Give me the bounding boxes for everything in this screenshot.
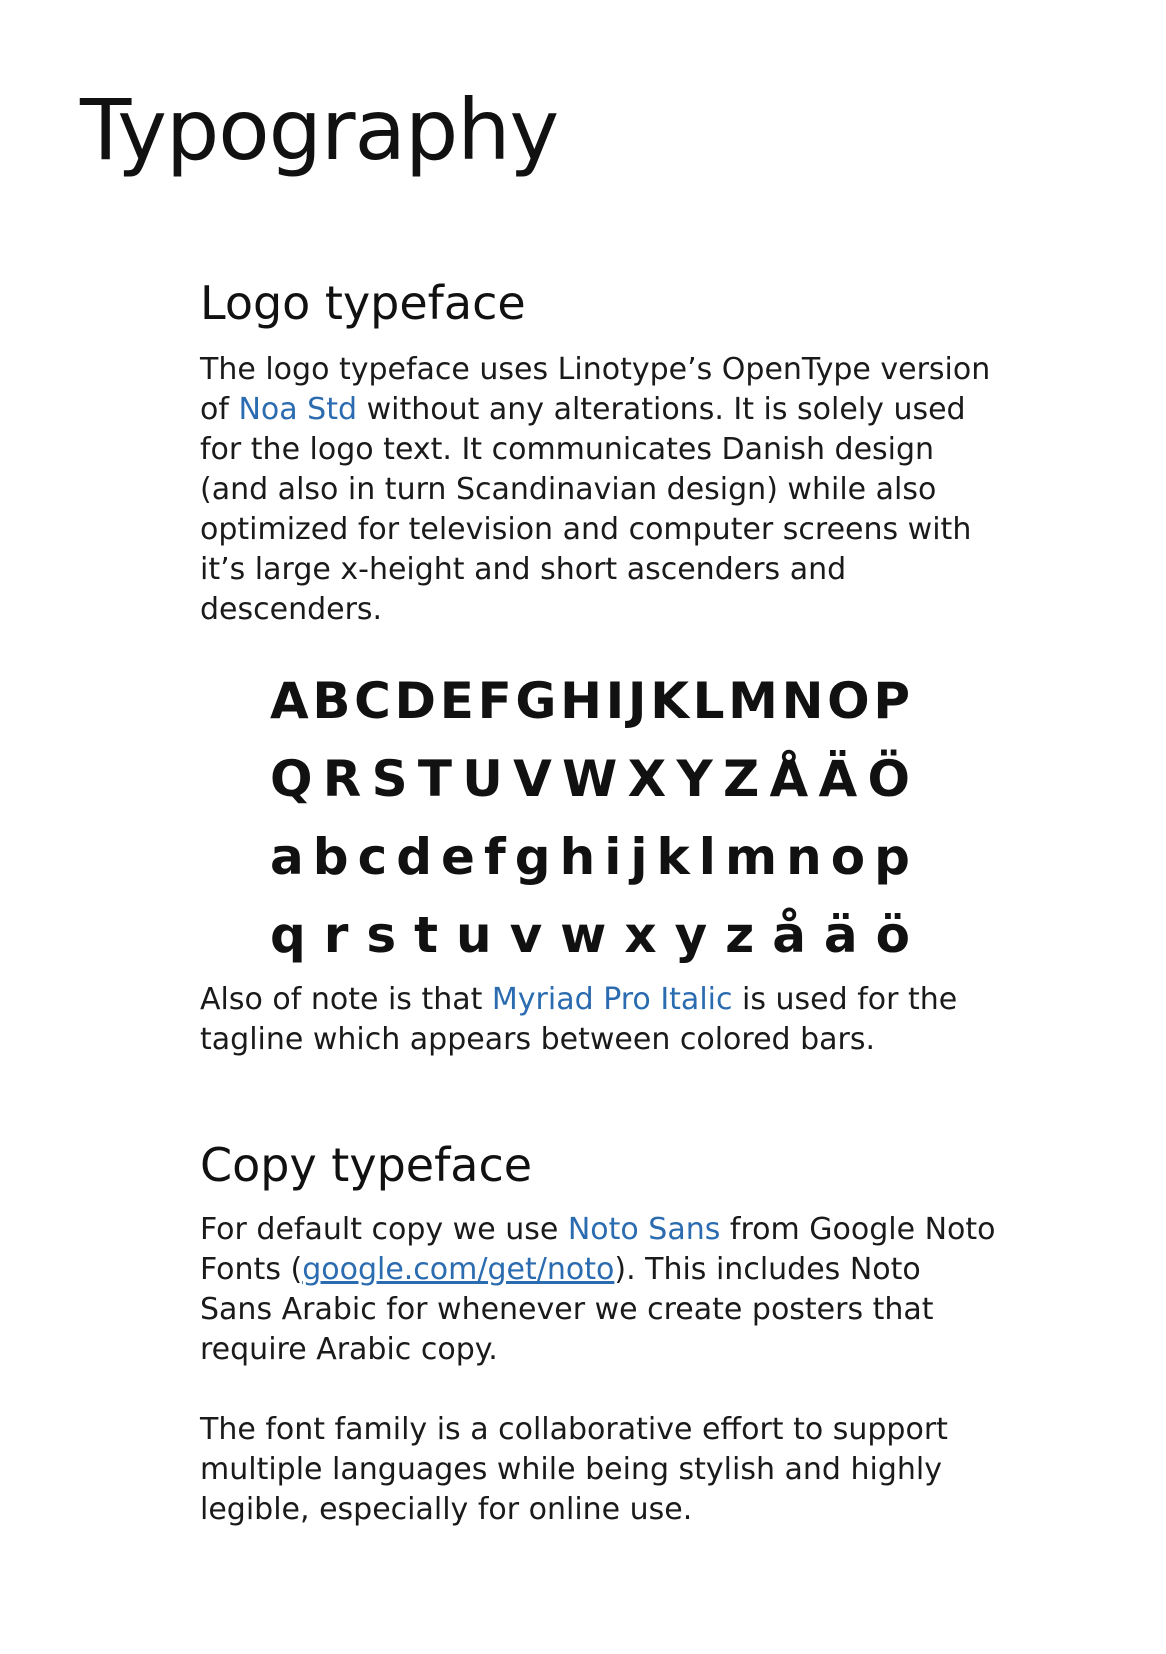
specimen-glyph: K bbox=[650, 672, 689, 730]
specimen-glyph: f bbox=[483, 828, 506, 886]
specimen-glyph: Å bbox=[769, 750, 809, 808]
logo-typeface-description bbox=[200, 350, 1000, 630]
specimen-glyph: B bbox=[312, 672, 351, 730]
specimen-glyph: Y bbox=[676, 750, 713, 808]
specimen-glyph: P bbox=[873, 672, 910, 730]
specimen-glyph: W bbox=[562, 750, 618, 808]
specimen-glyph: ä bbox=[823, 906, 858, 964]
specimen-glyph: o bbox=[830, 828, 866, 886]
specimen-glyph: d bbox=[396, 828, 433, 886]
copy-typeface-heading: Copy typeface bbox=[200, 1138, 533, 1192]
specimen-glyph: Z bbox=[722, 750, 760, 808]
alphabet-specimen bbox=[270, 662, 910, 974]
specimen-line-lowercase-1 bbox=[270, 818, 910, 896]
specimen-glyph: H bbox=[560, 672, 602, 730]
specimen-glyph: b bbox=[312, 828, 349, 886]
specimen-glyph: n bbox=[786, 828, 822, 886]
specimen-glyph: r bbox=[323, 906, 349, 964]
specimen-glyph: X bbox=[627, 750, 667, 808]
specimen-glyph: e bbox=[441, 828, 475, 886]
specimen-glyph: l bbox=[698, 828, 716, 886]
specimen-glyph: y bbox=[674, 906, 708, 964]
copy-text-3: ). This includes Noto Sans Arabic for whenever we create posters that require Arabic copy. bbox=[200, 1252, 934, 1367]
font-family-description: The font family is a collaborative effort to support multiple languages while being stylish and highly legible, especially for online use. bbox=[200, 1412, 948, 1527]
specimen-glyph: x bbox=[624, 906, 657, 964]
specimen-glyph: h bbox=[559, 828, 596, 886]
specimen-glyph: O bbox=[827, 672, 870, 730]
specimen-glyph: C bbox=[354, 672, 391, 730]
myriad-pro-italic-font-name: Myriad Pro Italic bbox=[491, 982, 733, 1017]
tagline-note bbox=[200, 980, 1000, 1060]
specimen-glyph: V bbox=[513, 750, 552, 808]
logo-intro-text-1: The logo typeface uses Linotype’s OpenType version of bbox=[200, 352, 991, 427]
specimen-glyph: s bbox=[366, 906, 397, 964]
copy-typeface-description bbox=[200, 1210, 1000, 1370]
noa-std-font-name: Noa Std bbox=[238, 392, 358, 427]
specimen-glyph: j bbox=[630, 828, 648, 886]
logo-typeface-heading: Logo typeface bbox=[200, 276, 526, 330]
specimen-glyph: M bbox=[728, 672, 778, 730]
specimen-glyph: u bbox=[456, 906, 492, 964]
specimen-glyph: S bbox=[371, 750, 408, 808]
specimen-glyph: q bbox=[270, 906, 306, 964]
specimen-glyph: U bbox=[462, 750, 503, 808]
specimen-glyph: å bbox=[772, 906, 806, 964]
specimen-glyph: ö bbox=[875, 906, 910, 964]
specimen-glyph: R bbox=[322, 750, 362, 808]
specimen-glyph: c bbox=[357, 828, 388, 886]
specimen-glyph: a bbox=[270, 828, 304, 886]
tagline-text-2: is used for the tagline which appears between colored bars. bbox=[200, 982, 958, 1057]
specimen-line-uppercase-1 bbox=[270, 662, 910, 740]
specimen-glyph: T bbox=[417, 750, 452, 808]
specimen-glyph: k bbox=[656, 828, 690, 886]
specimen-glyph: g bbox=[514, 828, 551, 886]
specimen-glyph: v bbox=[509, 906, 543, 964]
specimen-glyph: A bbox=[270, 672, 309, 730]
specimen-glyph: F bbox=[477, 672, 512, 730]
specimen-line-lowercase-2 bbox=[270, 896, 910, 974]
copy-text-2: from Google Noto Fonts ( bbox=[200, 1212, 996, 1287]
noto-fonts-link[interactable]: google.com/get/noto bbox=[302, 1252, 615, 1287]
specimen-glyph: Ö bbox=[867, 750, 910, 808]
specimen-glyph: N bbox=[781, 672, 824, 730]
specimen-glyph: L bbox=[692, 672, 725, 730]
specimen-glyph: p bbox=[874, 828, 910, 886]
specimen-glyph: G bbox=[515, 672, 557, 730]
tagline-text-1: Also of note is that bbox=[200, 982, 492, 1017]
specimen-glyph: J bbox=[627, 672, 647, 730]
copy-text-1: For default copy we use bbox=[200, 1212, 568, 1247]
specimen-glyph: w bbox=[560, 906, 607, 964]
specimen-glyph: t bbox=[414, 906, 439, 964]
specimen-glyph: z bbox=[725, 906, 755, 964]
noto-sans-font-name: Noto Sans bbox=[567, 1212, 721, 1247]
specimen-glyph: i bbox=[604, 828, 622, 886]
specimen-glyph: I bbox=[605, 672, 625, 730]
page-title: Typography bbox=[80, 81, 559, 179]
specimen-line-uppercase-2 bbox=[270, 740, 910, 818]
logo-intro-text-2: without any alterations. It is solely used for the logo text. It communicates Danish design (and also in turn Scandinavian design) while also optimized for television and computer screens with it’s large x-height and short ascenders and descenders. bbox=[200, 392, 972, 627]
specimen-glyph: m bbox=[724, 828, 778, 886]
specimen-glyph: Q bbox=[270, 750, 313, 808]
specimen-glyph: E bbox=[439, 672, 474, 730]
specimen-glyph: Ä bbox=[818, 750, 858, 808]
specimen-glyph: D bbox=[394, 672, 437, 730]
